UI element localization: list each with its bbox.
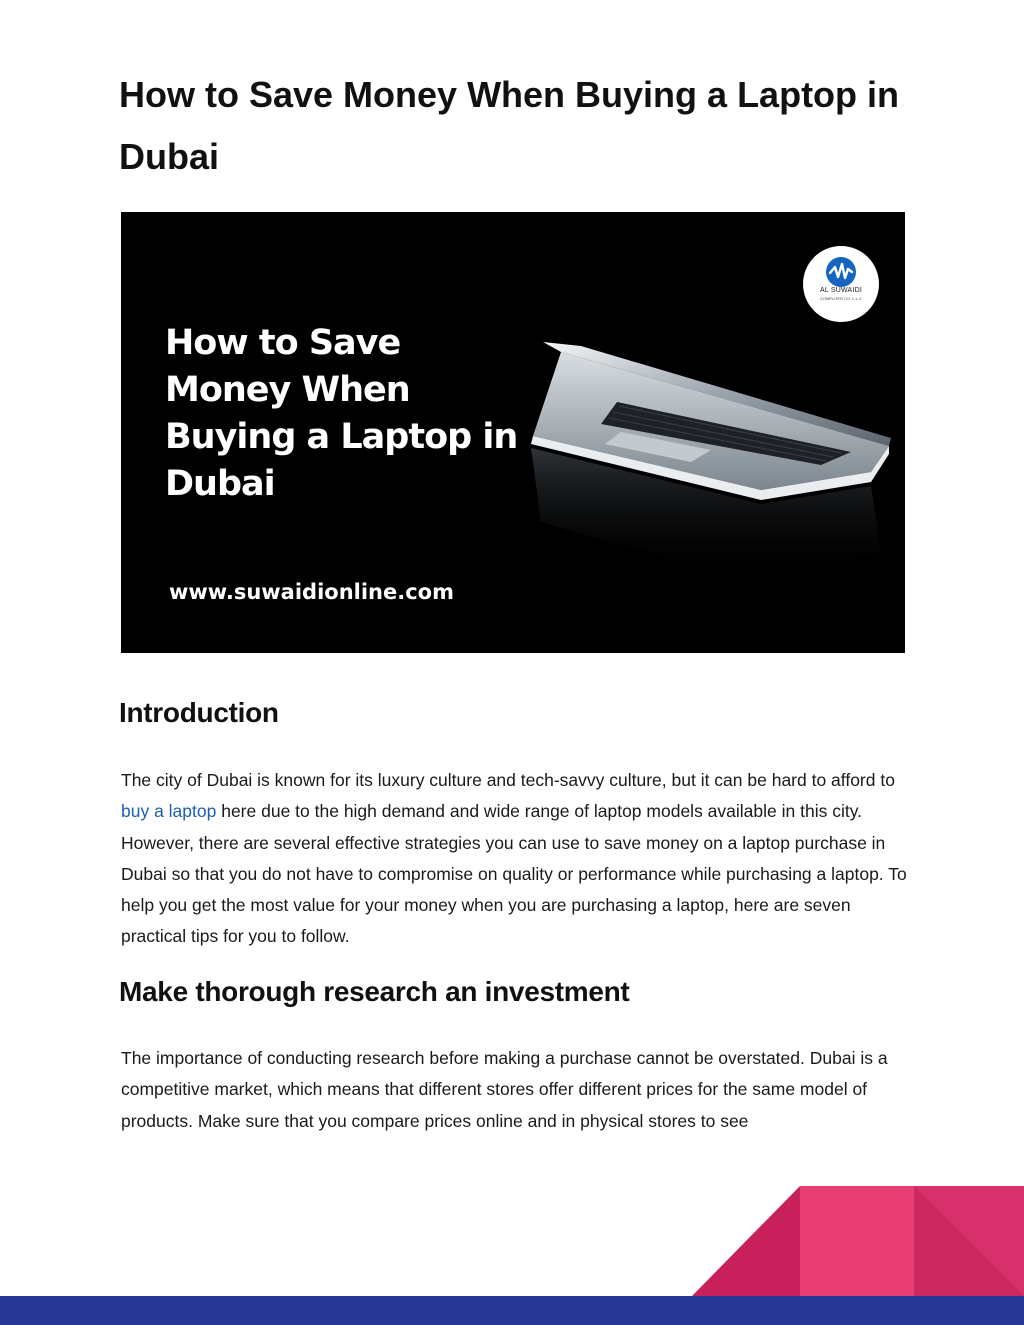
- paragraph-text: The city of Dubai is known for its luxury culture and tech-savvy culture, but it can be hard to afford to: [121, 770, 895, 790]
- hero-website-url: www.suwaidionline.com: [169, 580, 454, 604]
- page-title: How to Save Money When Buying a Laptop in Dubai: [119, 74, 900, 177]
- hero-heading-line: Buying a Laptop in: [165, 417, 518, 457]
- paragraph-text: here due to the high demand and wide range of laptop models available in this city. However, there are several effective strategies you can use to save money on a laptop purchase in Dubai so that you do not have to compromise on quality or performance while purchasing a laptop. To help you get the most value for your money when you are purchasing a laptop, here are seven practical tips for you to follow.: [121, 801, 907, 947]
- company-logo: [803, 246, 879, 322]
- introduction-paragraph: [121, 765, 911, 953]
- decorative-corner-shapes: [0, 1180, 1024, 1300]
- wave-logo-icon: [825, 256, 857, 288]
- logo-company-name: AL SUWAIDI: [820, 287, 862, 294]
- footer-bar: [0, 1296, 1024, 1325]
- hero-banner-image: [121, 212, 905, 653]
- laptop-illustration: [521, 332, 901, 652]
- section-heading-introduction: Introduction: [119, 697, 279, 728]
- hero-heading-line: How to Save: [165, 323, 401, 363]
- hero-heading-line: Dubai: [165, 464, 275, 504]
- buy-a-laptop-link[interactable]: buy a laptop: [121, 801, 217, 822]
- logo-company-subtitle: COMPUTER CO. L.L.C: [820, 296, 862, 301]
- hero-heading-line: Money When: [165, 370, 410, 410]
- research-paragraph: The importance of conducting research before making a purchase cannot be overstated. Dubai is a competitive market, which means that different stores offer different prices for the same model of products. Make sure that you compare prices online and in physical stores to see: [121, 1048, 888, 1131]
- hero-heading: [165, 320, 545, 508]
- section-heading-research: Make thorough research an investment: [119, 976, 630, 1007]
